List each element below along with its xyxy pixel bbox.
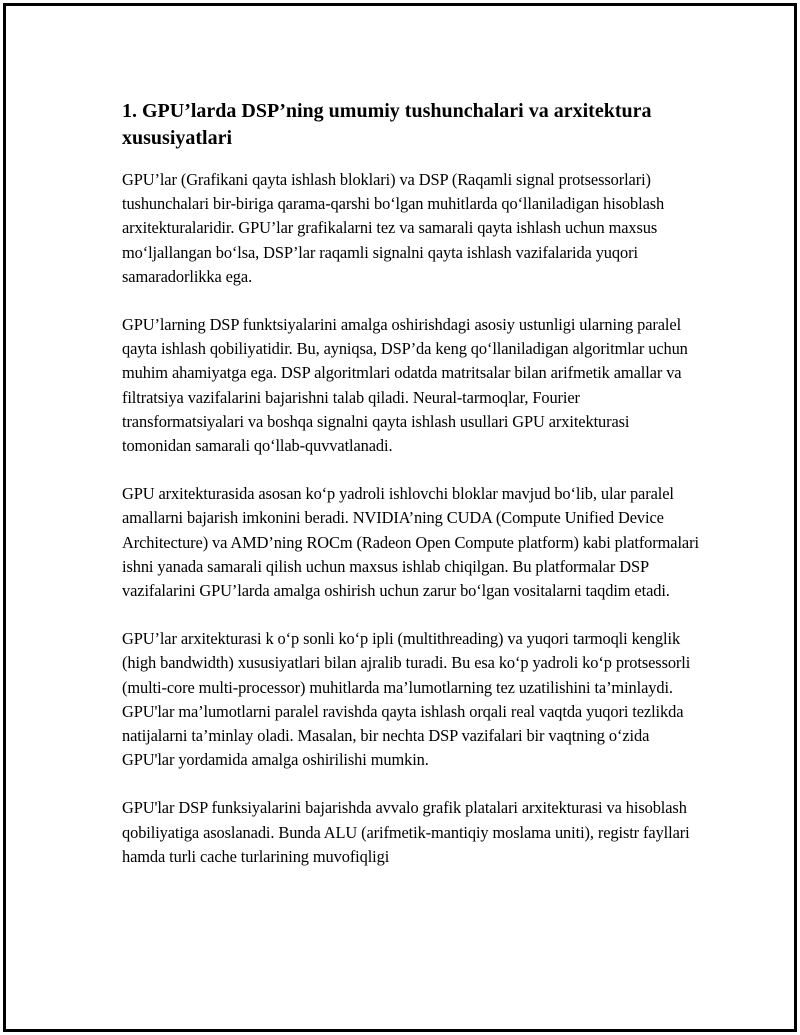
paragraph-4: GPU’lar arxitekturasi k o‘p sonli ko‘p ipli (multithreading) va yuqori tarmoqli kenglik (high bandwidth) xususiyatlari bilan ajralib turadi. Bu esa ko‘p yadroli ko‘p protsessorli (multi-core multi-processor) muhitlarda ma’lumotlarning tez uzatilishini ta’minlaydi. GPU'lar ma’lumotlarni paralel ravishda qayta ishlash orqali real vaqtda yuqori tezlikda natijalarni ta’minlay oladi. Masalan, bir nechta DSP vazifalari bir vaqtning o‘zida GPU'lar yordamida amalga oshirilishi mumkin. <box>122 629 691 770</box>
page-frame <box>3 3 797 1032</box>
paragraph-2: GPU’larning DSP funktsiyalarini amalga oshirishdagi asosiy ustunligi ularning paralel qayta ishlash qobiliyatidir. Bu, ayniqsa, DSP’da keng qo‘llaniladigan algoritmlar uchun muhim ahamiyatga ega. DSP algoritmlari odatda matritsalar bilan arifmetik amallar va filtratsiya vazifalarini bajarishni talab qiladi. Neural-tarmoqlar, Fourier transformatsiyalari va boshqa signalni qayta ishlash usullari GPU arxitekturasi tomonidan samarali qo‘llab-quvvatlanadi. <box>122 315 688 456</box>
paragraph-3: GPU arxitekturasida asosan ko‘p yadroli ishlovchi bloklar mavjud bo‘lib, ular paralel amallarni bajarish imkonini beradi. NVIDIA’ning CUDA (Compute Unified Device Architecture) va AMD’ning ROCm (Radeon Open Compute platform) kabi platformalari ishni yanada samarali qilish uchun maxsus ishlab chiqilgan. Bu platformalar DSP vazifalarini GPU’larda amalga oshirish uchun zarur bo‘lgan vositalarni taqdim etadi. <box>122 484 699 601</box>
section-heading: 1. GPU’larda DSP’ning umumiy tushunchalari va arxitektura xususiyatlari <box>122 100 652 149</box>
paragraph-1: GPU’lar (Grafikani qayta ishlash bloklari) va DSP (Raqamli signal protsessorlari) tushunchalari bir-biriga qarama-qarshi bo‘lgan muhitlarda qo‘llaniladigan hisoblash arxitekturalaridir. GPU’lar grafikalarni tez va samarali qayta ishlash uchun maxsus mo‘ljallangan bo‘lsa, DSP’lar raqamli signalni qayta ishlash vazifalarida yuqori samaradorlikka ega. <box>122 170 665 286</box>
paragraph-5: GPU'lar DSP funksiyalarini bajarishda avvalo grafik platalari arxitekturasi va hisoblash qobiliyatiga asoslanadi. Bunda ALU (arifmetik-mantiqiy moslama uniti), registr fayllari hamda turli cache turlarining muvofiqligi <box>122 798 690 866</box>
document-body <box>122 98 702 893</box>
